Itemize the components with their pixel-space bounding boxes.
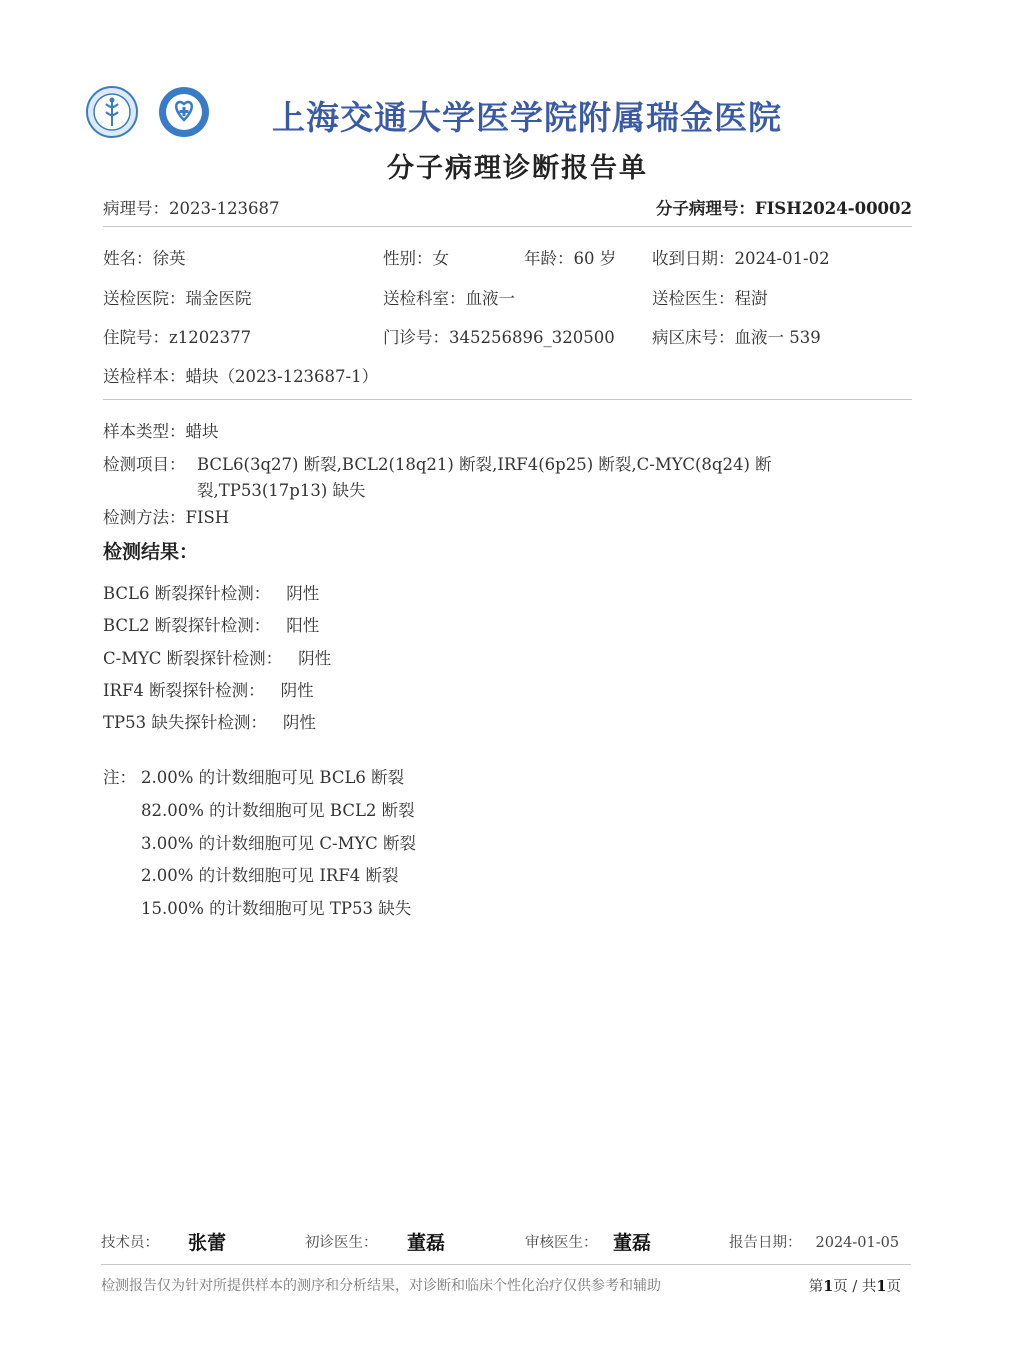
molecular-number-label: 分子病理号：	[655, 199, 755, 218]
test-items-line2: 裂,TP53(17p13) 缺失	[197, 481, 366, 500]
result-value: 阴性	[298, 649, 332, 668]
patient-age-label: 年龄：	[524, 249, 574, 268]
divider	[103, 399, 912, 400]
received-date-label: 收到日期：	[652, 249, 735, 268]
test-items-label: 检测项目：	[103, 455, 186, 474]
patient-name-value: 徐英	[152, 249, 186, 268]
sample-type	[103, 418, 219, 442]
ward-bed-value: 血液一 539	[734, 328, 821, 347]
test-method-value: FISH	[185, 508, 230, 527]
sample-type-label: 样本类型：	[103, 422, 186, 441]
result-row	[103, 709, 316, 733]
footer-divider	[101, 1264, 911, 1265]
technician-label: 技术员：	[101, 1235, 159, 1251]
result-label: BCL6 断裂探针检测：	[103, 584, 271, 603]
review-doctor-signature: 董磊	[613, 1232, 652, 1254]
patient-age	[524, 245, 616, 269]
patient-name-label: 姓名：	[103, 249, 153, 268]
page-suffix: 页	[886, 1279, 901, 1295]
result-value: 阴性	[280, 681, 314, 700]
outpatient-number	[383, 324, 615, 348]
report-date	[729, 1231, 899, 1252]
pathology-number	[103, 195, 280, 219]
page-mid: 页 / 共	[833, 1279, 877, 1295]
result-value: 阳性	[286, 616, 320, 635]
notes-label: 注：	[103, 768, 136, 787]
report-date-value: 2024-01-05	[815, 1235, 900, 1251]
patient-name	[103, 245, 186, 269]
inpatient-number-label: 住院号：	[103, 328, 169, 347]
submitting-department-value: 血液一	[465, 289, 515, 308]
submitted-sample-label: 送检样本：	[103, 367, 186, 386]
ward-bed-number	[652, 324, 821, 348]
outpatient-number-value: 345256896_320500	[449, 328, 615, 347]
result-label: IRF4 断裂探针检测：	[103, 681, 265, 700]
hospital-emblem-logo	[158, 86, 210, 138]
submitted-sample	[103, 363, 378, 387]
hospital-name: 上海交通大学医学院附属瑞金医院	[272, 98, 782, 137]
inpatient-number-value: z1202377	[169, 328, 252, 347]
divider	[103, 226, 912, 227]
result-value: 阴性	[286, 584, 320, 603]
result-label: BCL2 断裂探针检测：	[103, 616, 271, 635]
result-row	[103, 677, 314, 701]
note-line: 2.00% 的计数细胞可见 IRF4 断裂	[141, 866, 399, 885]
molecular-number-value: FISH2024-00002	[754, 199, 912, 218]
initial-doctor-label: 初诊医生：	[305, 1235, 378, 1251]
submitting-hospital-value: 瑞金医院	[185, 289, 252, 308]
patient-age-value: 60 岁	[573, 249, 617, 268]
submitting-doctor	[652, 285, 768, 309]
result-label: TP53 缺失探针检测：	[103, 713, 267, 732]
submitting-doctor-label: 送检医生：	[652, 289, 735, 308]
submitting-doctor-value: 程澍	[734, 289, 768, 308]
submitting-hospital	[103, 285, 252, 309]
disclaimer: 检测报告仅为针对所提供样本的测序和分析结果，对诊断和临床个性化治疗仅供参考和辅助	[101, 1278, 661, 1294]
ward-bed-label: 病区床号：	[652, 328, 735, 347]
page-prefix: 第	[808, 1279, 824, 1295]
submitting-hospital-label: 送检医院：	[103, 289, 186, 308]
sample-type-value: 蜡块	[185, 422, 219, 441]
inpatient-number	[103, 324, 251, 348]
page-total: 1	[876, 1278, 887, 1295]
pathology-number-label: 病理号：	[103, 199, 169, 218]
pathology-number-value: 2023-123687	[169, 199, 280, 218]
submitted-sample-value: 蜡块（2023-123687-1）	[185, 367, 379, 386]
note-line: 3.00% 的计数细胞可见 C-MYC 断裂	[141, 834, 416, 853]
test-method-label: 检测方法：	[103, 508, 186, 527]
test-items-line1: BCL6(3q27) 断裂,BCL2(18q21) 断裂,IRF4(6p25) 断裂,C-MYC(8q24) 断	[197, 455, 772, 474]
result-label: C-MYC 断裂探针检测：	[103, 649, 283, 668]
molecular-pathology-number	[656, 195, 912, 219]
note-line: 82.00% 的计数细胞可见 BCL2 断裂	[141, 801, 415, 820]
patient-sex	[383, 245, 449, 269]
patient-sex-label: 性别：	[383, 249, 433, 268]
test-method	[103, 504, 229, 528]
patient-sex-value: 女	[432, 249, 449, 268]
page-current: 1	[823, 1278, 834, 1295]
university-emblem-logo	[86, 86, 138, 138]
outpatient-number-label: 门诊号：	[383, 328, 449, 347]
received-date	[652, 245, 830, 269]
report-title: 分子病理诊断报告单	[387, 153, 648, 184]
review-doctor-label: 审核医生：	[525, 1235, 598, 1251]
page-indicator	[809, 1275, 901, 1296]
result-value: 阴性	[282, 713, 316, 732]
result-row	[103, 612, 319, 636]
submitting-department	[383, 285, 515, 309]
result-row	[103, 580, 319, 604]
received-date-value: 2024-01-02	[734, 249, 830, 268]
results-title: 检测结果：	[103, 541, 199, 563]
note-line: 15.00% 的计数细胞可见 TP53 缺失	[141, 899, 412, 918]
report-date-label: 报告日期：	[729, 1235, 802, 1251]
submitting-department-label: 送检科室：	[383, 289, 466, 308]
technician-signature: 张蕾	[188, 1232, 227, 1254]
note-line: 2.00% 的计数细胞可见 BCL6 断裂	[141, 768, 405, 787]
result-row	[103, 645, 331, 669]
initial-doctor-signature: 董磊	[407, 1232, 446, 1254]
